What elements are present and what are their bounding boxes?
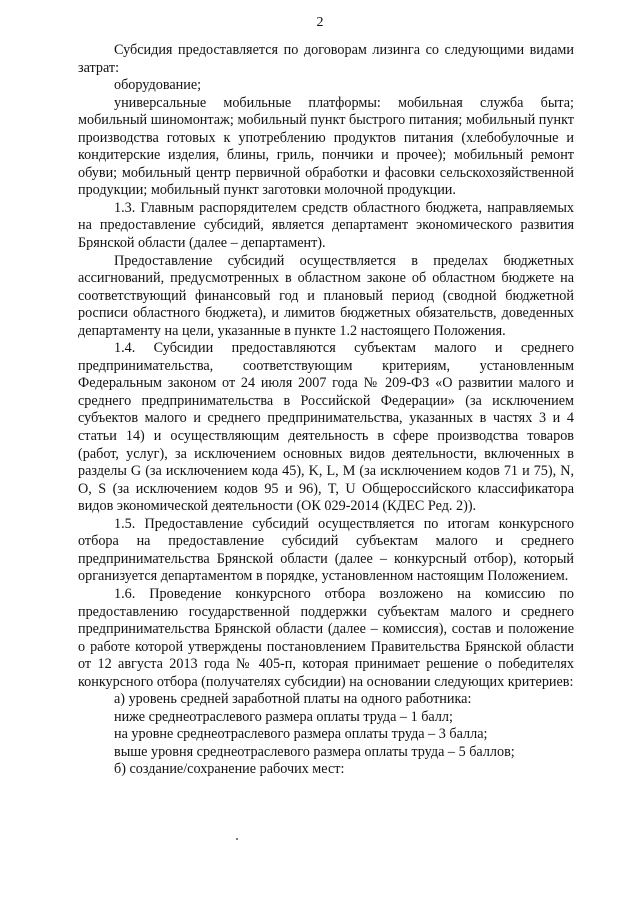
scan-dot-mark (236, 838, 238, 840)
criterion-a-option-1: ниже среднеотраслевого размера оплаты труда – 1 балл; (114, 708, 453, 725)
page-number: 2 (316, 15, 324, 30)
paragraph-1-6: 1.6. Проведение конкурсного отбора возложено на комиссию по предоставлению государственной поддержки субъектам малого и среднего предпринимательства Брянской области (далее – комиссия), состав и положение о работе которой утверждены постановлением Правительства Брянской области от 12 августа 2013 года № 405-п, которая принимает решение о победителях конкурсного отбора (получателях субсидии) на основании следующих критериев: (78, 585, 574, 690)
paragraph-1-3: 1.3. Главным распорядителем средств областного бюджета, направляемых на предоставление субсидий, является департамент экономического развития Брянской области (далее – департамент). (78, 199, 574, 252)
list-item-equipment: оборудование; (114, 77, 202, 94)
criterion-b-heading: б) создание/сохранение рабочих мест: (114, 761, 345, 778)
paragraph-subsidy-lease-intro: Субсидия предоставляется по договорам лизинга со следующими видами затрат: (78, 42, 574, 76)
criterion-a-option-2: на уровне среднеотраслевого размера оплаты труда – 3 балла; (114, 726, 488, 743)
paragraph-budget-limits: Предоставление субсидий осуществляется в пределах бюджетных ассигнований, предусмотренных в областном законе об областном бюджете на соответствующий финансовый год и плановый период (сводной бюджетной росписи областного бюджета), и лимитов бюджетных обязательств, доведенных департаменту на цели, указанные в пункте 1.2 настоящего Положения. (78, 252, 574, 339)
paragraph-1-5: 1.5. Предоставление субсидий осуществляется по итогам конкурсного отбора на предоставление субсидий субъектам малого и среднего предпринимательства Брянской области (далее – конкурсный отбор), который организуется департаментом в порядке, установленном настоящим Положением. (78, 515, 574, 585)
criterion-a-heading: а) уровень средней заработной платы на одного работника: (114, 691, 472, 708)
paragraph-1-4: 1.4. Субсидии предоставляются субъектам малого и среднего предпринимательства, соответствующим критериям, установленным Федеральным законом от 24 июля 2007 года № 209-ФЗ «О развитии малого и среднего предпринимательства в Российской Федерации» (за исключением субъектов малого и среднего предпринимательства, указанных в частях 3 и 4 статьи 14) и осуществляющим деятельность в сфере производства товаров (работ, услуг), за исключением основных видов деятельности, включенных в разделы G (за исключением кода 45), K, L, M (за исключением кодов 71 и 75), N, O, S (за исключением кодов 95 и 96), T, U Общероссийского классификатора видов экономической деятельности (ОК 029-2014 (КДЕС Ред. 2)). (78, 340, 574, 515)
criterion-a-option-3: выше уровня среднеотраслевого размера оплаты труда – 5 баллов; (114, 743, 515, 760)
document-body (78, 42, 574, 779)
list-item-mobile-platforms: универсальные мобильные платформы: мобильная служба быта; мобильный шиномонтаж; мобильный пункт быстрого питания; мобильный пункт производства готовых к употреблению продуктов питания (хлебобулочные и кондитерские изделия, блины, гриль, пончики и прочее); мобильный ремонт обуви; мобильный центр первичной обработки и фасовки сельскохозяйственной продукции; мобильный пункт заготовки молочной продукции. (78, 94, 574, 199)
